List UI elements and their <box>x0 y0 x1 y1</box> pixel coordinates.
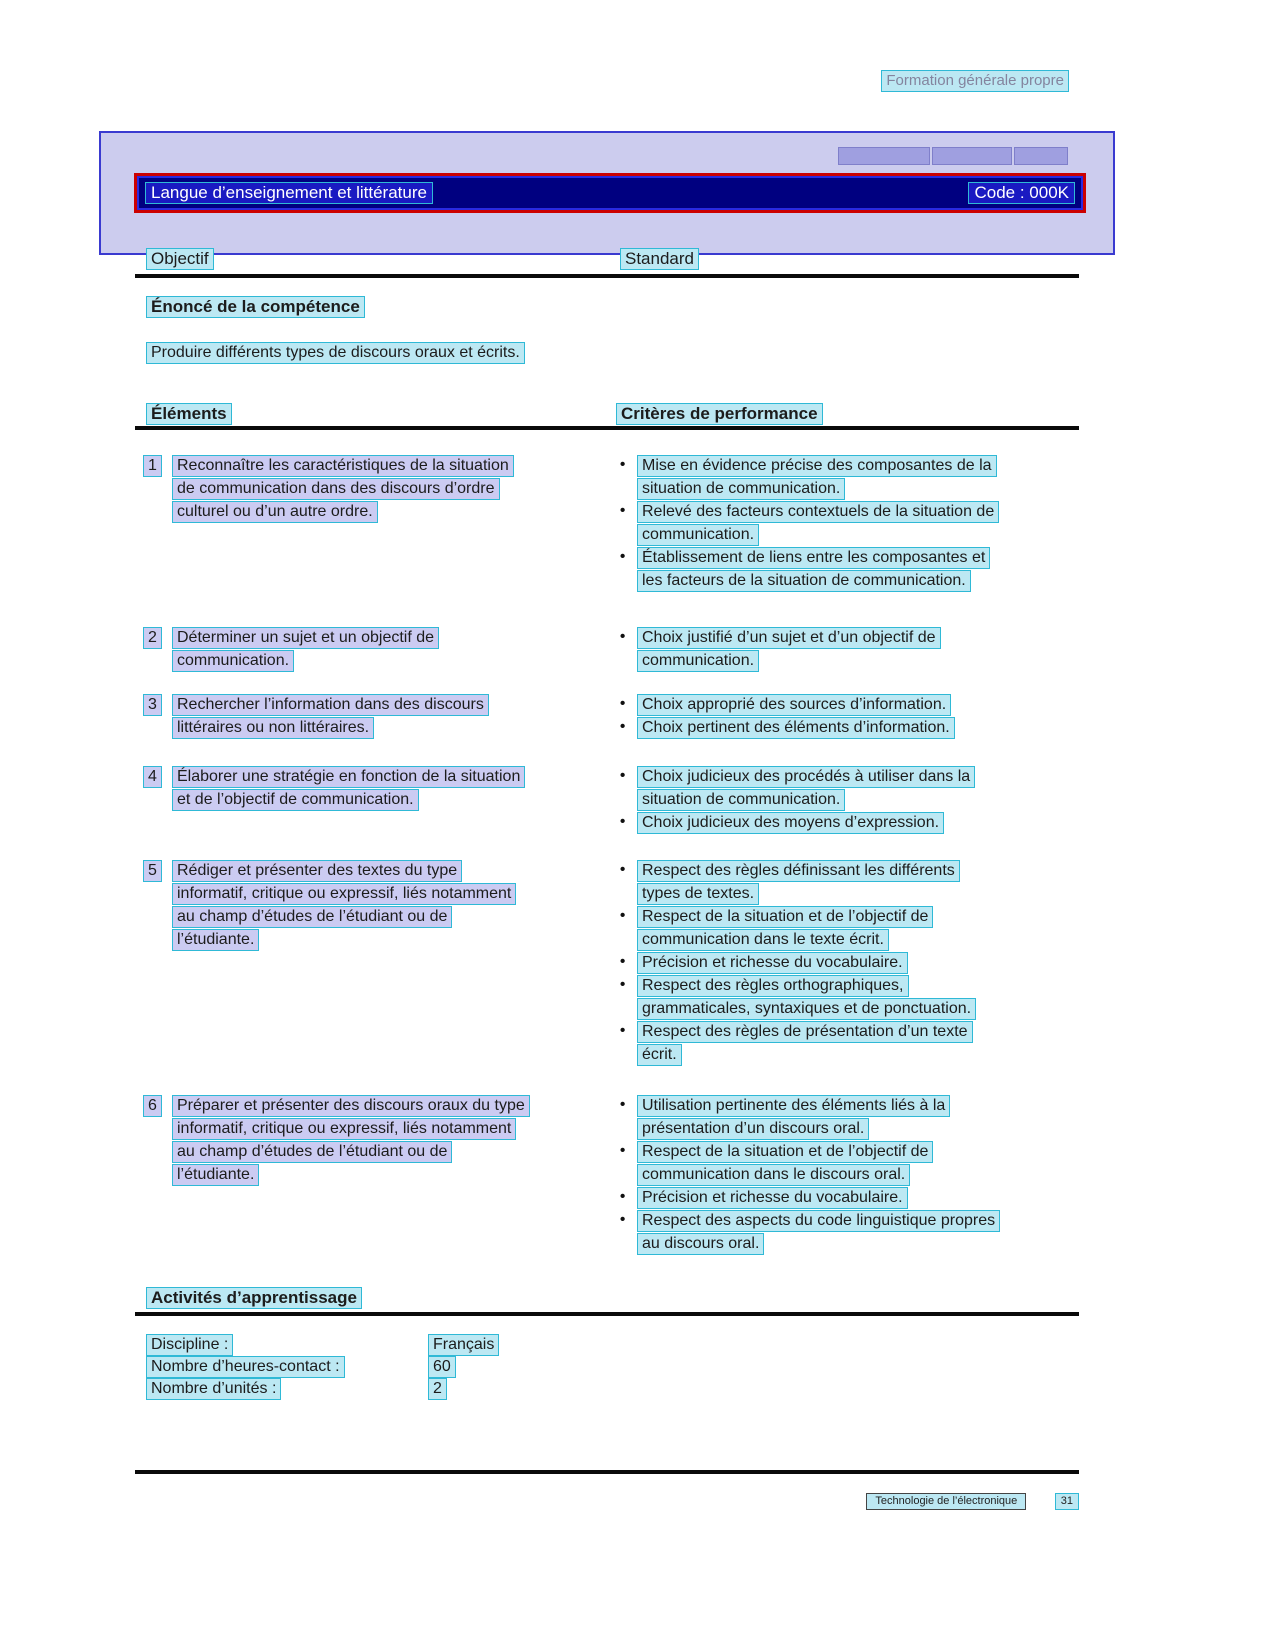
criterion-line: situation de communication. <box>637 478 845 500</box>
bullet-icon: • <box>620 1211 626 1228</box>
bullet-icon: • <box>620 1142 626 1159</box>
element-line: et de l’objectif de communication. <box>172 789 419 811</box>
criterion-line: au discours oral. <box>637 1233 764 1255</box>
criterion-line: les facteurs de la situation de communication. <box>637 570 971 592</box>
criterion-line: Respect des aspects du code linguistique propres <box>637 1210 1000 1232</box>
activities-heading: Activités d’apprentissage <box>146 1287 362 1309</box>
elements-header: Éléments <box>146 403 232 425</box>
criteria-cell <box>618 694 1079 740</box>
bullet-icon: • <box>620 976 626 993</box>
bullet-icon: • <box>620 718 626 735</box>
element-line: l’étudiante. <box>172 929 259 951</box>
element-line: Élaborer une stratégie en fonction de la situation <box>172 766 525 788</box>
bullet-icon: • <box>620 1188 626 1205</box>
criterion-line: Respect des règles de présentation d’un texte <box>637 1021 973 1043</box>
element-line: culturel ou d’un autre ordre. <box>172 501 378 523</box>
element-line: Reconnaître les caractéristiques de la situation <box>172 455 514 477</box>
criterion-line: communication. <box>637 650 759 672</box>
course-title-bar <box>134 173 1086 213</box>
bullet-icon: • <box>620 767 626 784</box>
competency-table <box>135 448 1079 1278</box>
bullet-icon: • <box>620 456 626 473</box>
criterion-line: Respect des règles définissant les différents <box>637 860 960 882</box>
element-line: de communication dans des discours d’ordre <box>172 478 500 500</box>
criterion-line: Établissement de liens entre les composantes et <box>637 547 990 569</box>
criteria-cell <box>618 455 1079 593</box>
element-line: au champ d’études de l’étudiant ou de <box>172 1141 452 1163</box>
bullet-icon: • <box>620 548 626 565</box>
top-right-tag <box>881 70 1069 92</box>
bullet-icon: • <box>620 953 626 970</box>
criterion-line: communication. <box>637 524 759 546</box>
element-cell <box>143 455 613 524</box>
bullet-icon: • <box>620 695 626 712</box>
divider-rule <box>135 426 1079 430</box>
element-cell <box>143 694 613 740</box>
top-right-tag-text: Formation générale propre <box>881 70 1069 92</box>
field-value: 60 <box>428 1356 456 1378</box>
divider-rule <box>135 1312 1079 1316</box>
element-cell <box>143 860 613 952</box>
competence-heading: Énoncé de la compétence <box>146 296 365 318</box>
element-number: 3 <box>143 694 162 716</box>
criterion-line: Choix judicieux des moyens d’expression. <box>637 812 944 834</box>
bullet-icon: • <box>620 628 626 645</box>
criterion-line: Respect de la situation et de l’objectif de <box>637 1141 933 1163</box>
element-line: communication. <box>172 650 294 672</box>
criterion-line: Relevé des facteurs contextuels de la situation de <box>637 501 999 523</box>
objectif-standard-header <box>135 248 1079 274</box>
competence-statement: Produire différents types de discours oraux et écrits. <box>146 342 525 364</box>
criterion-line: types de textes. <box>637 883 759 905</box>
bullet-icon: • <box>620 907 626 924</box>
field-label: Nombre d’unités : <box>146 1378 281 1400</box>
element-cell <box>143 627 613 673</box>
criterion-line: Respect des règles orthographiques, <box>637 975 909 997</box>
criterion-line: Précision et richesse du vocabulaire. <box>637 1187 908 1209</box>
criterion-line: Choix pertinent des éléments d’information. <box>637 717 955 739</box>
field-label: Discipline : <box>146 1334 233 1356</box>
field-value: 2 <box>428 1378 447 1400</box>
element-number: 1 <box>143 455 162 477</box>
element-number: 4 <box>143 766 162 788</box>
standard-label: Standard <box>620 248 699 270</box>
criterion-line: communication dans le discours oral. <box>637 1164 910 1186</box>
element-number: 6 <box>143 1095 162 1117</box>
criterion-line: Respect de la situation et de l’objectif de <box>637 906 933 928</box>
criteres-header: Critères de performance <box>616 403 823 425</box>
criterion-line: Choix justifié d’un sujet et d’un objectif de <box>637 627 941 649</box>
element-number: 2 <box>143 627 162 649</box>
criterion-line: Choix approprié des sources d’information. <box>637 694 951 716</box>
criteria-cell <box>618 766 1079 835</box>
criterion-line: Utilisation pertinente des éléments liés à la <box>637 1095 950 1117</box>
criterion-line: communication dans le texte écrit. <box>637 929 889 951</box>
element-line: littéraires ou non littéraires. <box>172 717 374 739</box>
criteria-cell <box>618 860 1079 1067</box>
criteria-cell <box>618 1095 1079 1256</box>
element-number: 5 <box>143 860 162 882</box>
activities-fields <box>135 1334 675 1400</box>
bullet-icon: • <box>620 502 626 519</box>
element-line: Rédiger et présenter des textes du type <box>172 860 462 882</box>
element-line: informatif, critique ou expressif, liés notamment <box>172 883 516 905</box>
footer-program-name: Technologie de l’électronique <box>866 1493 1026 1510</box>
header-panel <box>99 131 1115 255</box>
field-row <box>135 1378 675 1400</box>
field-label: Nombre d’heures-contact : <box>146 1356 345 1378</box>
element-line: informatif, critique ou expressif, liés notamment <box>172 1118 516 1140</box>
divider-rule <box>135 274 1079 278</box>
panel-field-box <box>932 147 1012 165</box>
divider-rule <box>135 1470 1079 1474</box>
element-line: Rechercher l’information dans des discours <box>172 694 489 716</box>
element-line: l’étudiante. <box>172 1164 259 1186</box>
criterion-line: Choix judicieux des procédés à utiliser dans la <box>637 766 975 788</box>
footer-page-number: 31 <box>1055 1493 1079 1510</box>
field-row <box>135 1356 675 1378</box>
element-line: Déterminer un sujet et un objectif de <box>172 627 439 649</box>
bullet-icon: • <box>620 813 626 830</box>
element-line: Préparer et présenter des discours oraux du type <box>172 1095 530 1117</box>
criterion-line: grammaticales, syntaxiques et de ponctuation. <box>637 998 976 1020</box>
field-row <box>135 1334 675 1356</box>
bullet-icon: • <box>620 1022 626 1039</box>
criteria-cell <box>618 627 1079 673</box>
bullet-icon: • <box>620 861 626 878</box>
course-title: Langue d’enseignement et littérature <box>145 182 433 204</box>
panel-field-box <box>838 147 930 165</box>
objectif-label: Objectif <box>146 248 214 270</box>
element-cell <box>143 1095 613 1187</box>
field-value: Français <box>428 1334 499 1356</box>
course-code: Code : 000K <box>968 182 1075 204</box>
criterion-line: Mise en évidence précise des composantes de la <box>637 455 997 477</box>
element-cell <box>143 766 613 812</box>
criterion-line: Précision et richesse du vocabulaire. <box>637 952 908 974</box>
element-line: au champ d’études de l’étudiant ou de <box>172 906 452 928</box>
criterion-line: écrit. <box>637 1044 682 1066</box>
bullet-icon: • <box>620 1096 626 1113</box>
criterion-line: situation de communication. <box>637 789 845 811</box>
panel-field-box <box>1014 147 1068 165</box>
criterion-line: présentation d’un discours oral. <box>637 1118 869 1140</box>
page-footer <box>135 1491 1079 1510</box>
